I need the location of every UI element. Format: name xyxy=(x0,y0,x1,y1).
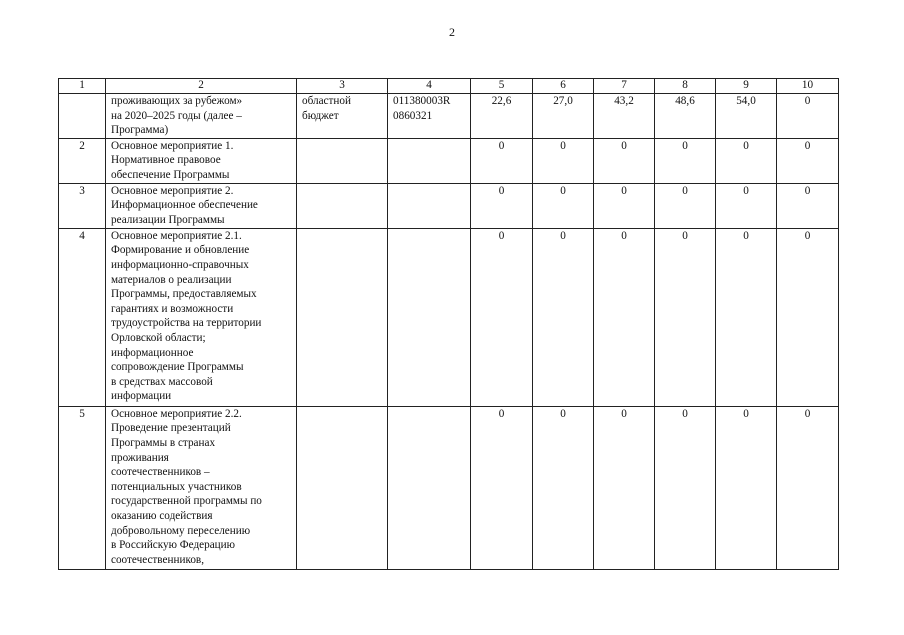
value-cell: 0 xyxy=(655,228,716,406)
funding-source-cell xyxy=(297,138,388,183)
value-cell: 0 xyxy=(777,228,839,406)
budget-code-cell xyxy=(388,228,471,406)
column-header: 7 xyxy=(594,79,655,94)
row-number-cell: 2 xyxy=(59,138,106,183)
measure-name-cell: Основное мероприятие 2. Информационное обеспечение реализации Программы xyxy=(106,183,297,228)
measure-name-cell: проживающих за рубежом» на 2020–2025 годы (далее – Программа) xyxy=(106,94,297,139)
value-cell: 0 xyxy=(594,228,655,406)
column-header: 6 xyxy=(533,79,594,94)
table-row xyxy=(59,138,839,183)
funding-source-cell xyxy=(297,228,388,406)
measure-name-cell: Основное мероприятие 2.1. Формирование и обновление информационно-справочных материалов о реализации Программы, предоставляемых гарантиях и возможности трудоустройства на территории Орловской области; информационное сопровождение Программы в средствах массовой информации xyxy=(106,228,297,406)
value-cell: 22,6 xyxy=(471,94,533,139)
value-cell: 0 xyxy=(716,138,777,183)
column-header: 2 xyxy=(106,79,297,94)
value-cell: 0 xyxy=(471,406,533,569)
funding-source-cell xyxy=(297,406,388,569)
budget-code-cell xyxy=(388,406,471,569)
value-cell: 0 xyxy=(471,138,533,183)
value-cell: 0 xyxy=(471,228,533,406)
value-cell: 27,0 xyxy=(533,94,594,139)
value-cell: 0 xyxy=(594,406,655,569)
row-number-cell xyxy=(59,94,106,139)
column-header: 5 xyxy=(471,79,533,94)
program-financing-table xyxy=(58,78,839,570)
table-row xyxy=(59,228,839,406)
value-cell: 0 xyxy=(777,406,839,569)
value-cell: 0 xyxy=(655,183,716,228)
column-header: 8 xyxy=(655,79,716,94)
value-cell: 0 xyxy=(716,406,777,569)
value-cell: 0 xyxy=(533,406,594,569)
column-header: 1 xyxy=(59,79,106,94)
value-cell: 0 xyxy=(594,183,655,228)
column-header: 3 xyxy=(297,79,388,94)
budget-code-cell xyxy=(388,138,471,183)
funding-source-cell xyxy=(297,183,388,228)
row-number-cell: 3 xyxy=(59,183,106,228)
budget-code-cell: 011380003R 0860321 xyxy=(388,94,471,139)
value-cell: 0 xyxy=(471,183,533,228)
value-cell: 0 xyxy=(777,94,839,139)
page-number: 2 xyxy=(449,25,455,39)
value-cell: 0 xyxy=(533,138,594,183)
value-cell: 0 xyxy=(655,138,716,183)
value-cell: 0 xyxy=(777,138,839,183)
table-row xyxy=(59,183,839,228)
row-number-cell: 5 xyxy=(59,406,106,569)
table-header-row xyxy=(59,79,839,94)
value-cell: 0 xyxy=(533,183,594,228)
value-cell: 48,6 xyxy=(655,94,716,139)
table-row xyxy=(59,94,839,139)
row-number-cell: 4 xyxy=(59,228,106,406)
column-header: 10 xyxy=(777,79,839,94)
value-cell: 0 xyxy=(716,228,777,406)
value-cell: 0 xyxy=(716,183,777,228)
funding-source-cell: областной бюджет xyxy=(297,94,388,139)
value-cell: 0 xyxy=(594,138,655,183)
budget-code-cell xyxy=(388,183,471,228)
value-cell: 0 xyxy=(777,183,839,228)
value-cell: 43,2 xyxy=(594,94,655,139)
column-header: 4 xyxy=(388,79,471,94)
table-row xyxy=(59,406,839,569)
column-header: 9 xyxy=(716,79,777,94)
value-cell: 0 xyxy=(655,406,716,569)
measure-name-cell: Основное мероприятие 1. Нормативное правовое обеспечение Программы xyxy=(106,138,297,183)
measure-name-cell: Основное мероприятие 2.2. Проведение презентаций Программы в странах проживания соотечественников – потенциальных участников государственной программы по оказанию содействия добровольному переселению в Российскую Федерацию соотечественников, xyxy=(106,406,297,569)
value-cell: 0 xyxy=(533,228,594,406)
value-cell: 54,0 xyxy=(716,94,777,139)
